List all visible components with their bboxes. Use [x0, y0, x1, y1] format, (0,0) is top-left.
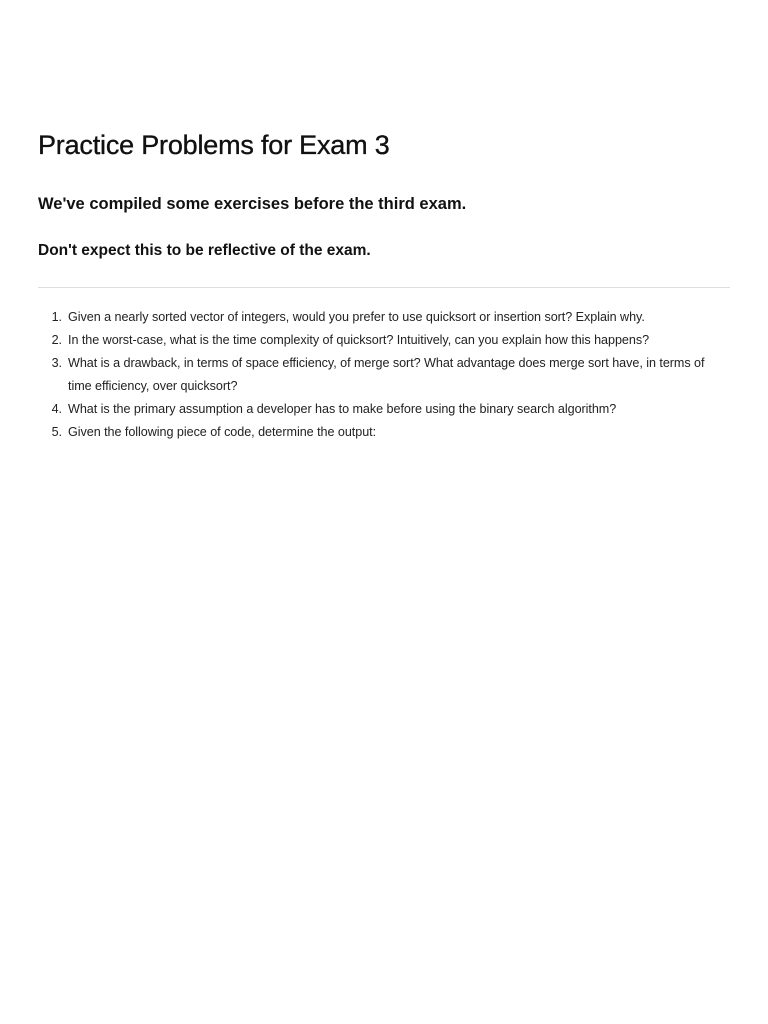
page-title: Practice Problems for Exam 3 — [38, 130, 390, 160]
problem-number: 3. — [51, 356, 62, 370]
problem-number: 4. — [51, 402, 62, 416]
page-note: Don't expect this to be reflective of the exam. — [38, 242, 371, 259]
problem-item-2 — [38, 329, 730, 352]
problem-number: 2. — [51, 333, 62, 347]
problem-item-5 — [38, 421, 730, 444]
problem-text: In the worst-case, what is the time complexity of quicksort? Intuitively, can you explain how this happens? — [68, 333, 650, 347]
problem-item-3 — [38, 352, 730, 398]
problem-text: Given the following piece of code, determine the output: — [68, 425, 377, 439]
problem-number: 1. — [51, 310, 62, 324]
section-divider — [38, 287, 730, 288]
page-subtitle: We've compiled some exercises before the third exam. — [38, 195, 467, 213]
problem-list — [38, 306, 730, 444]
problem-item-1 — [38, 306, 730, 329]
problem-text: What is a drawback, in terms of space efficiency, of merge sort? What advantage does merge sort have, in terms of time efficiency, over quicksort? — [68, 356, 705, 393]
problem-item-4 — [38, 398, 730, 421]
problem-number: 5. — [51, 425, 62, 439]
problem-text: What is the primary assumption a developer has to make before using the binary search algorithm? — [68, 402, 617, 416]
problem-text: Given a nearly sorted vector of integers, would you prefer to use quicksort or insertion sort? Explain why. — [68, 310, 645, 324]
